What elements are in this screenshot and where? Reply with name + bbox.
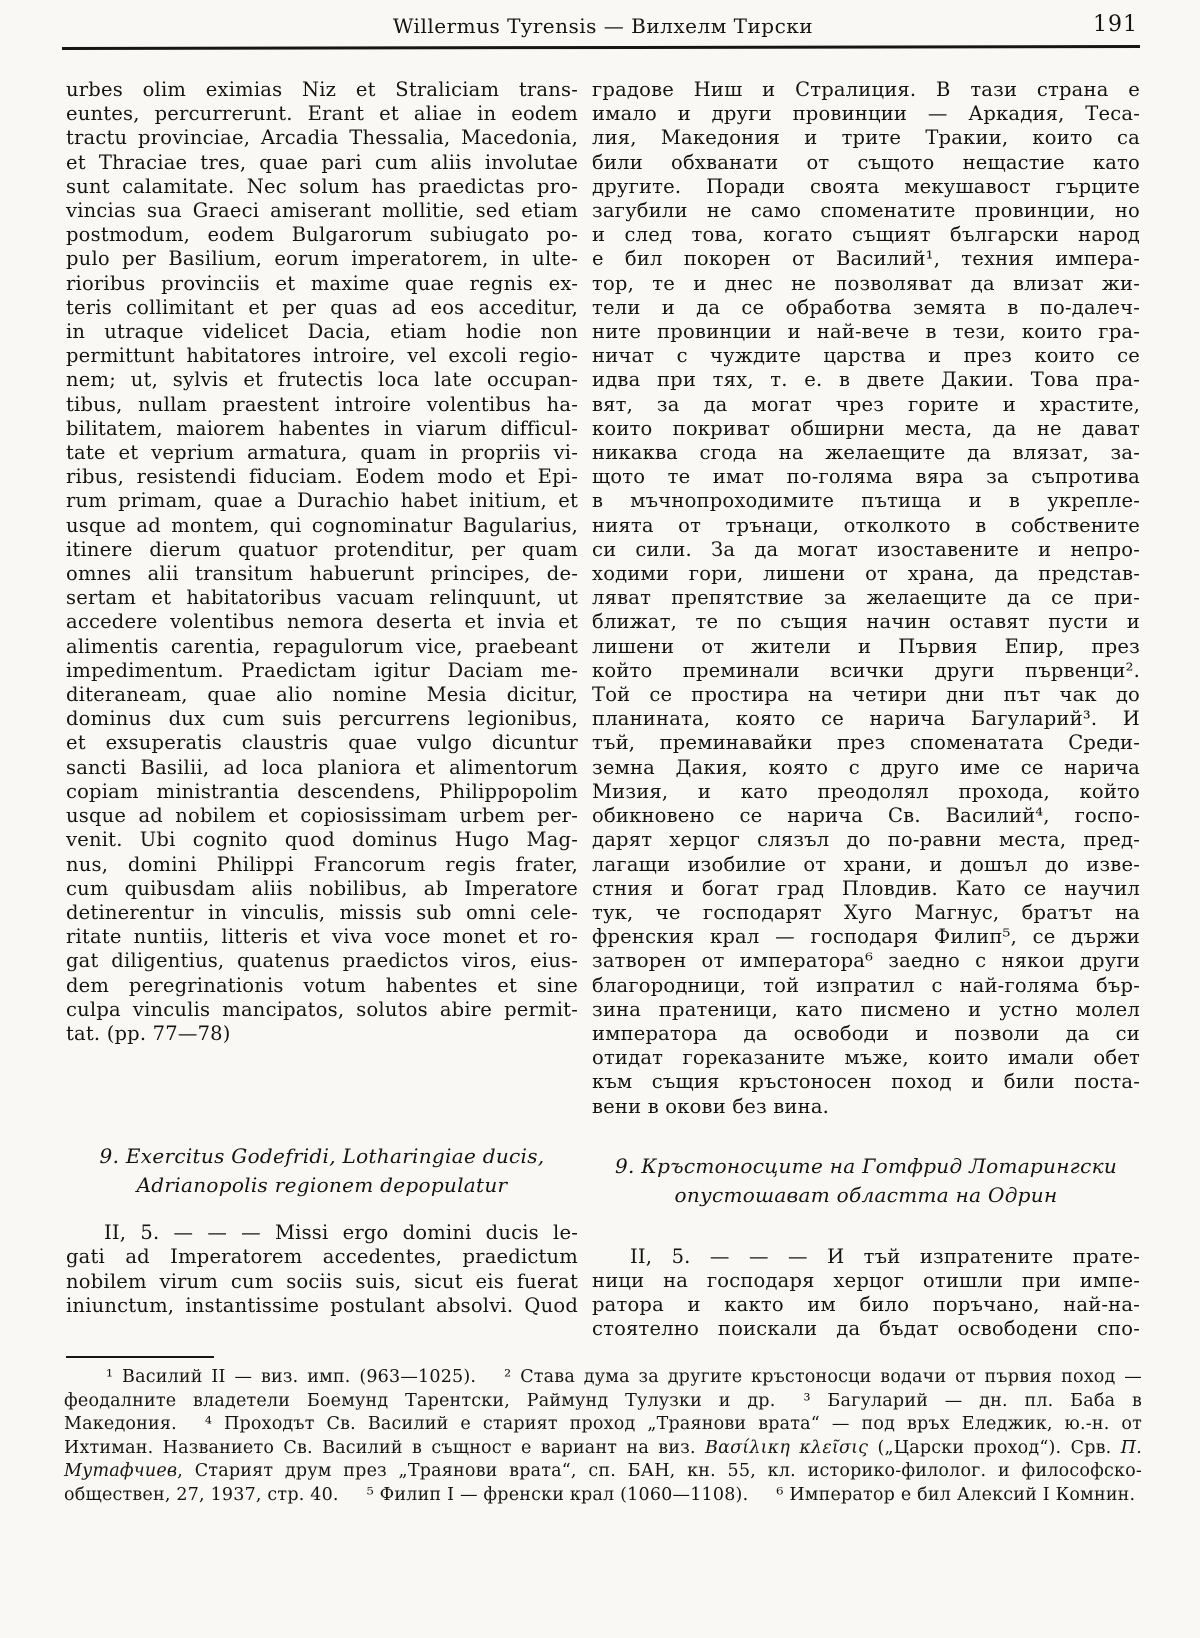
text-line: вени в окови без вина. [592, 1094, 830, 1118]
text-line: които покриват обширни места, да не дават [592, 416, 1140, 440]
text-line: императора да освободи и позволи да си [592, 1021, 1140, 1045]
text-line: nobilem virum cum sociis suis, sicut eis fuerat [66, 1269, 578, 1293]
footnote-segment: П. Мутафчиев [64, 1437, 1142, 1482]
bulgarian-section-heading-line2: опустошават областта на Одрин [674, 1182, 1058, 1207]
header-rule [62, 45, 1140, 50]
text-line: ляват препятствие за желаещите да се при- [592, 586, 1140, 610]
latin-paragraph-1 [66, 78, 578, 1046]
text-line: accedere volentibus nemora deserta et invia et [66, 610, 578, 634]
text-line: itinere dierum quatuor protenditur, per quam [66, 537, 578, 561]
text-line: дарят херцог слязъл до по-равни места, пред- [592, 828, 1140, 852]
text-line: Мизия, и като преодолял прохода, който [592, 779, 1140, 803]
text-line: лишени от жители и Първия Епир, през [592, 634, 1140, 658]
text-line: tibus, nullam praestent introire volentibus ha- [66, 392, 578, 416]
footnote-segment: ⁶ Император е бил Алексий I Комнин. [776, 1484, 1136, 1505]
text-line: лагащи изобилие от храни, и дошъл до изве- [592, 852, 1140, 876]
text-line: rum primam, quae a Durachio habet initium, et [66, 489, 578, 513]
text-line: gat diligentius, quatenus praedictos viros, eius- [66, 949, 578, 973]
text-line: diteraneam, quae alio nomine Mesia dicitur, [66, 683, 578, 707]
bulgarian-paragraph-1 [592, 78, 1140, 1119]
footnote-segment: ⁵ Филип I — френски крал (1060—1108). [366, 1484, 749, 1505]
text-line: тъй, преминавайки през споменатата Среди- [592, 731, 1140, 755]
text-line: usque ad nobilem et copiosissimam urbem per- [66, 804, 578, 828]
text-line: стния и богат град Пловдив. Като се научил [592, 876, 1140, 900]
text-line: nem; ut, sylvis et frutectis loca late occupan- [66, 368, 578, 392]
text-line: postmodum, eodem Bulgarorum subiugato po- [66, 223, 578, 247]
latin-section-heading-line1: 9. Exercitus Godefridi, Lotharingiae ducis, [99, 1144, 545, 1169]
text-line: имало и други провинции — Аркадия, Теса- [592, 102, 1140, 126]
text-line: вят, за да могат чрез горите и храстите, [592, 392, 1140, 416]
text-line: bilitatem, maiorem habentes in viarum difficul- [66, 416, 578, 440]
text-line: били обхванати от същото нещастие като [592, 150, 1140, 174]
text-line: tat. (pp. 77—78) [66, 1021, 231, 1045]
text-line: и след това, когато същият български народ [592, 223, 1140, 247]
footnote-segment: ¹ Василий II — виз. имп. (963—1025). [106, 1367, 477, 1387]
text-line: идва при тях, т. е. в двете Дакии. Това пра- [592, 368, 1140, 392]
text-line: venit. Ubi cognito quod dominus Hugo Mag- [66, 828, 578, 852]
text-line: gati ad Imperatorem accedentes, praedictum [66, 1245, 578, 1269]
text-line: ратора и както им било поръчано, най-на- [592, 1293, 1140, 1317]
text-line: omnes alii transitum habuerunt principes, de- [66, 562, 578, 586]
text-line: usque ad montem, qui cognominatur Bagularius, [66, 513, 578, 537]
text-line: щото те имат по-голяма вяра за съпротива [592, 465, 1140, 489]
text-line: планината, която се нарича Багуларий³. И [592, 707, 1140, 731]
text-line: ritate nuntiis, litteris et viva voce monet et ro- [66, 925, 578, 949]
text-line: alimentis carentia, repagulorum vice, praebeant [66, 634, 578, 658]
text-line: никаква сгода на желаещите да влязат, за- [592, 441, 1140, 465]
text-line: impedimentum. Praedictam igitur Daciam me- [66, 658, 578, 682]
footnote-segment: ² Става дума за другите кръстоносци водачи от първия поход — феодалните владетели Боемунд Тарентски, Раймунд Тулузки и др. [64, 1367, 1142, 1411]
text-line: си сили. За да могат изоставените и непро- [592, 537, 1140, 561]
text-line: отидат гореказаните мъже, които имали обет [592, 1046, 1140, 1070]
text-line: teris collimitant et per quas ad eos acceditur, [66, 295, 578, 319]
text-line: culpa vinculis mancipatos, solutos abire permit- [66, 997, 578, 1021]
text-line: dominus dux cum suis percurrens legionibus, [66, 707, 578, 731]
text-line: стоятелно поискали да бъдат освободени спо- [592, 1317, 1140, 1341]
running-header-title: Willermus Tyrensis — Вилхелм Тирски [392, 14, 814, 38]
latin-section-heading [66, 1142, 578, 1200]
text-line: rioribus provinciis et maxime quae regnis ex- [66, 271, 578, 295]
text-line: II, 5. — — — И тъй изпратените прате- [630, 1244, 1140, 1268]
text-line: е бил покорен от Василий¹, техния импера- [592, 247, 1140, 271]
footnote-segment: Βασίλικη κλεῖσις [705, 1437, 869, 1458]
text-line: ници на господаря херцог отишли при импе- [592, 1268, 1140, 1292]
text-line: френския крал — господаря Филип⁵, се държи [592, 925, 1140, 949]
text-line: ните провинции и най-вече в тези, които гра- [592, 320, 1140, 344]
latin-column [66, 78, 578, 1318]
text-line: copiam ministrantia descendens, Philippopolim [66, 779, 578, 803]
text-line: II, 5. — — — Missi ergo domini ducis le- [104, 1221, 578, 1245]
footnote-segment: ⁴ Проходът Св. Василий е старият проход „Траянови врата“ — под връх Еледжик, ю.-н. от Ихтиман. Названието Св. Василий в същност е вариант на виз. [64, 1414, 1142, 1458]
text-line: в мъчнопроходимите пътища и в укрепле- [592, 489, 1140, 513]
text-line: sertam et habitatoribus vacuam relinquunt, ut [66, 586, 578, 610]
text-line: urbes olim eximias Niz et Straliciam trans- [66, 78, 578, 101]
text-line: dem peregrinationis votum habentes et sine [66, 973, 578, 997]
text-line: тели и да се обработва земята в по-далеч- [592, 295, 1140, 319]
text-line: tractu provinciae, Arcadia Thessalia, Macedonia, [66, 126, 578, 150]
text-line: pulo per Basilium, eorum imperatorem, in ulte- [66, 247, 578, 271]
text-line: земна Дакия, която с друго име се нарича [592, 755, 1140, 779]
text-line: благородници, той изпратил с най-голяма бър- [592, 973, 1140, 997]
footnote-separator [66, 1356, 214, 1358]
text-line: euntes, percurrerunt. Erant et aliae in eodem [66, 102, 578, 126]
text-line: тор, те и днес не позволяват да влизат жи- [592, 271, 1140, 295]
text-line: тук, че господарят Хуго Магнус, братът на [592, 900, 1140, 924]
text-line: обикновено се нарича Св. Василий⁴, госпо- [592, 804, 1140, 828]
text-line: tate et veprium armatura, quam in propriis vi- [66, 441, 578, 465]
text-line: лия, Македония и трите Тракии, които са [592, 126, 1140, 150]
text-line: ходими гори, лишени от храна, да представ- [592, 562, 1140, 586]
footnotes [64, 1366, 1142, 1508]
text-line: зина пратеници, като писмено и устно молел [592, 997, 1140, 1021]
bulgarian-section-heading [592, 1152, 1140, 1210]
text-line: permittunt habitatores introire, vel excoli regio- [66, 344, 578, 368]
text-line: sunt calamitate. Nec solum has praedictas pro- [66, 174, 578, 198]
text-line: нията от трънаци, отколкото в собствените [592, 513, 1140, 537]
bulgarian-section-heading-line1: 9. Кръстоносците на Готфрид Лотарингски [614, 1153, 1118, 1178]
text-line: към същия кръстоносен поход и били поста- [592, 1070, 1140, 1094]
text-line: cum quibusdam aliis nobilibus, ab Imperatore [66, 876, 578, 900]
text-line: загубили не само споменатите провинции, но [592, 199, 1140, 223]
footnote-segment: ³ Багуларий — дн. пл. Баба в Македония. [64, 1390, 1142, 1435]
text-line: et Thraciae tres, quae pari cum aliis involutae [66, 150, 578, 174]
text-line: et exsuperatis claustris quae vulgo dicuntur [66, 731, 578, 755]
text-line: nus, domini Philippi Francorum regis frater, [66, 852, 578, 876]
bulgarian-column [592, 78, 1140, 1342]
text-line: другите. Поради своята мекушавост гърците [592, 174, 1140, 198]
text-line: vincias sua Graeci amiserant mollitie, sed etiam [66, 199, 578, 223]
latin-section-heading-line2: Adrianopolis regionem depopulatur [136, 1173, 508, 1198]
text-line: detinerentur in vinculis, missis sub omni cele- [66, 900, 578, 924]
text-line: iniunctum, instantissime postulant absolvi. Quod [66, 1293, 578, 1317]
text-line: градове Ниш и Стралиция. В тази страна е [592, 78, 1140, 101]
text-line: in utraque videlicet Dacia, etiam hodie non [66, 320, 578, 344]
footnote-segment: („Царски проход“). Срв. [868, 1437, 1121, 1458]
text-line: ribus, resistendi fiduciam. Eodem modo et Epi- [66, 465, 578, 489]
text-line: затворен от императора⁶ заедно с някои други [592, 949, 1140, 973]
page-number: 191 [1093, 12, 1138, 37]
text-line: Той се простира на четири дни път чак до [592, 683, 1140, 707]
text-line: който преминали всички други първенци². [592, 658, 1140, 682]
bulgarian-paragraph-2 [592, 1245, 1140, 1342]
footnote-segment: , Старият друм през „Траянови врата“, сп. БАН, кн. 55, кл. историко-филолог. и философско-обществен, 27, 1937, стр. 40. [64, 1461, 1142, 1505]
text-line: ближат, те по същия начин оставят пусти и [592, 610, 1140, 634]
text-line: sancti Basilii, ad loca planiora et alimentorum [66, 755, 578, 779]
latin-paragraph-2 [66, 1221, 578, 1318]
text-line: ничат с чуждите царства и през които се [592, 344, 1140, 368]
